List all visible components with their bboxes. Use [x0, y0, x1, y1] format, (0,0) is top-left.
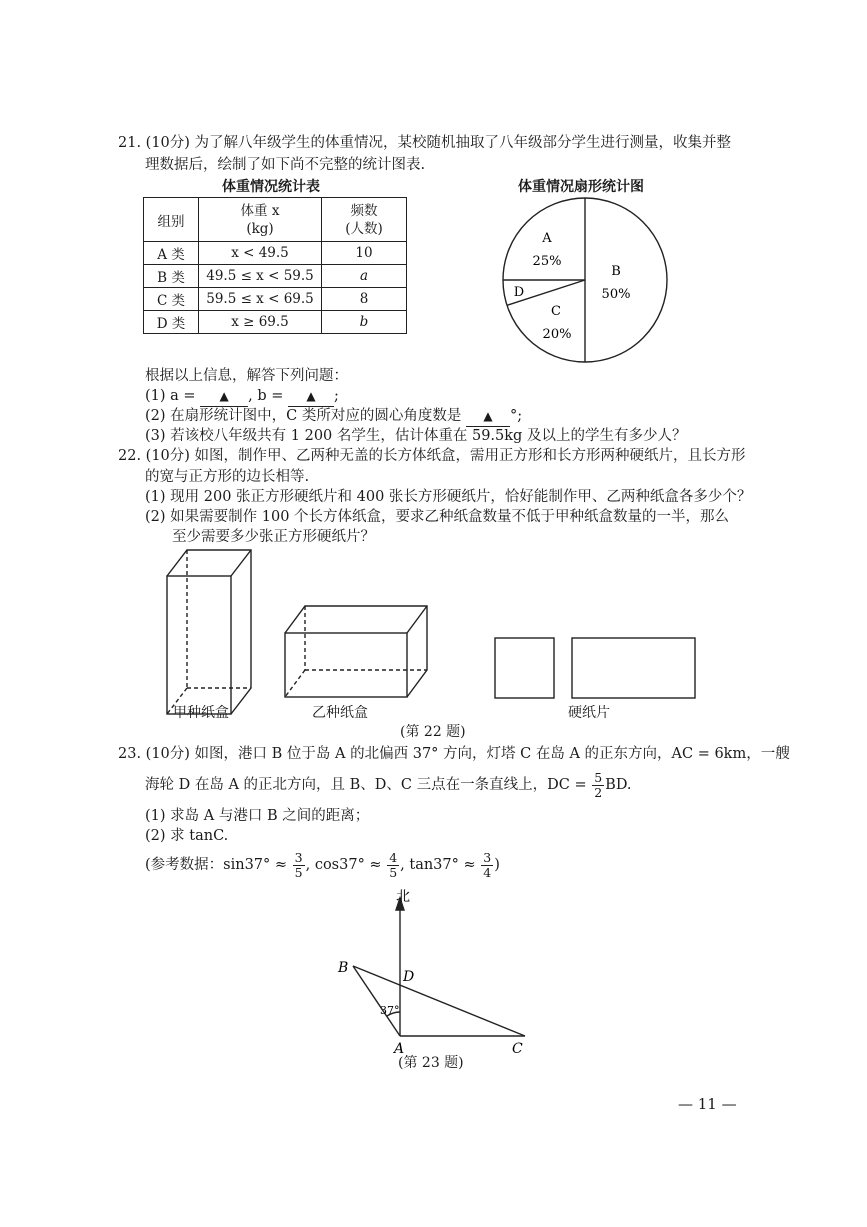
box-yi	[285, 606, 427, 697]
table-title: 体重情况统计表	[222, 179, 320, 195]
weight-table	[143, 197, 407, 334]
q22-caption: (第 22 题)	[400, 724, 466, 740]
q21-part2	[145, 406, 522, 427]
row-count: a	[322, 265, 407, 288]
pie-percent-b: 50%	[601, 287, 631, 302]
q22-line2: 的宽与正方形的边长相等.	[145, 469, 310, 485]
fraction-numerator: 4	[389, 849, 398, 865]
table-row	[144, 311, 407, 334]
q21-part1-a: (1) a =	[145, 388, 196, 404]
pie-label-b: B	[611, 264, 621, 279]
fraction-denominator: 5	[389, 864, 398, 880]
point-b-label: B	[338, 960, 349, 976]
answer-blank-angle	[466, 406, 510, 427]
q21-line2: 理数据后，绘制了如下尚不完整的统计图表.	[145, 157, 426, 173]
q21-part3: (3) 若该校八年级共有 1 200 名学生，估计体重在 59.5kg 及以上的学生有多少人？	[145, 428, 687, 444]
row-group: A 类	[144, 242, 199, 265]
row-range: x < 49.5	[199, 242, 322, 265]
q23-figure	[330, 884, 540, 1054]
row-group: B 类	[144, 265, 199, 288]
table-header-row	[144, 198, 407, 242]
point-c-label: C	[512, 1041, 523, 1054]
q22-part2b: 至少需要多少张正方形硬纸片？	[172, 529, 375, 545]
answer-blank-a	[200, 386, 248, 407]
square-card	[495, 638, 554, 698]
fraction-denominator: 2	[594, 784, 603, 800]
blank-triangle-icon: ▲	[219, 389, 229, 403]
rectangle-card	[572, 638, 695, 698]
pie-title: 体重情况扇形统计图	[518, 179, 644, 195]
q23-line2-pre: 海轮 D 在岛 A 的正北方向，且 B、D、C 三点在一条直线上，DC =	[145, 777, 587, 793]
segment-ab	[353, 966, 400, 1036]
angle-label: 37°	[380, 1004, 400, 1017]
header-weight-label: 体重 x	[240, 202, 280, 219]
ref-cos: , cos37° ≈	[305, 857, 382, 873]
table-row	[144, 242, 407, 265]
table-row	[144, 288, 407, 311]
q23-part2: (2) 求 tanC.	[145, 828, 229, 844]
label-yi: 乙种纸盒	[312, 705, 368, 721]
fraction-denominator: 5	[294, 864, 303, 880]
page-number: — 11 —	[678, 1095, 737, 1113]
point-d-label: D	[403, 969, 415, 985]
row-range: x ≥ 69.5	[199, 311, 322, 334]
segment-bc	[353, 966, 525, 1036]
q21-part1-b: , b =	[248, 388, 284, 404]
q21-part2-text: (2) 在扇形统计图中，C 类所对应的圆心角度数是	[145, 408, 462, 424]
fraction-denominator: 4	[483, 864, 492, 880]
pie-label-a: A	[542, 231, 552, 246]
header-weight-unit: (kg)	[246, 220, 274, 237]
ref-tan: , tan37° ≈	[400, 857, 476, 873]
fraction-5-2	[592, 771, 604, 800]
row-count: 8	[322, 288, 407, 311]
row-count: 10	[322, 242, 407, 265]
row-group: D 类	[144, 311, 199, 334]
label-card: 硬纸片	[568, 705, 610, 721]
box-jia	[167, 550, 251, 714]
q23-line2	[145, 768, 632, 802]
fraction-numerator: 5	[594, 769, 603, 785]
q23-part1: (1) 求岛 A 与港口 B 之间的距离；	[145, 808, 370, 824]
pie-label-d: D	[513, 285, 525, 300]
ref-sin: (参考数据：sin37° ≈	[145, 857, 288, 873]
q22-part2a: (2) 如果需要制作 100 个长方体纸盒，要求乙种纸盒数量不低于甲种纸盒数量的一半，那么	[145, 509, 730, 525]
ref-end: )	[494, 857, 500, 873]
q22-part1: (1) 现用 200 张正方形硬纸片和 400 张长方形硬纸片，恰好能制作甲、乙两种纸盒各多少个？	[145, 489, 752, 505]
pie-label-c: C	[551, 304, 561, 319]
blank-triangle-icon: ▲	[483, 409, 493, 423]
header-group: 组别	[144, 198, 199, 242]
fraction-cos	[387, 851, 399, 880]
q23-line1: 23. (10分) 如图，港口 B 位于岛 A 的北偏西 37° 方向，灯塔 C 在岛 A 的正东方向，AC = 6km，一艘	[118, 746, 790, 762]
fraction-sin	[293, 851, 305, 880]
weight-pie-chart	[495, 192, 685, 368]
pie-percent-c: 20%	[542, 327, 572, 342]
header-count	[322, 198, 407, 242]
header-count-label: 频数	[350, 202, 378, 219]
q23-reference	[145, 848, 500, 882]
header-count-unit: (人数)	[345, 220, 383, 237]
fraction-numerator: 3	[294, 849, 303, 865]
q21-part1-end: ;	[334, 388, 339, 404]
north-label: 北	[396, 889, 410, 905]
q23-line2-post: BD.	[605, 777, 632, 793]
point-a-label: A	[394, 1041, 405, 1054]
pie-percent-a: 25%	[532, 254, 562, 269]
label-jia: 甲种纸盒	[173, 705, 229, 721]
row-range: 59.5 ≤ x < 69.5	[199, 288, 322, 311]
q21-part2-end: °;	[509, 408, 523, 424]
row-count: b	[322, 311, 407, 334]
fraction-tan	[481, 851, 493, 880]
fraction-numerator: 3	[483, 849, 492, 865]
q21-line1: 21. (10分) 为了解八年级学生的体重情况，某校随机抽取了八年级部分学生进行测量，收集并整	[118, 135, 732, 151]
q21-prompt: 根据以上信息，解答下列问题：	[145, 368, 348, 384]
answer-blank-b	[288, 386, 334, 407]
row-group: C 类	[144, 288, 199, 311]
header-weight	[199, 198, 322, 242]
q23-caption: (第 23 题)	[398, 1055, 464, 1071]
table-row	[144, 265, 407, 288]
q22-figure	[150, 540, 710, 730]
blank-triangle-icon: ▲	[306, 389, 316, 403]
q21-part1	[145, 386, 339, 407]
row-range: 49.5 ≤ x < 59.5	[199, 265, 322, 288]
q22-line1: 22. (10分) 如图，制作甲、乙两种无盖的长方体纸盒，需用正方形和长方形两种硬纸片，且长方形	[118, 448, 746, 464]
